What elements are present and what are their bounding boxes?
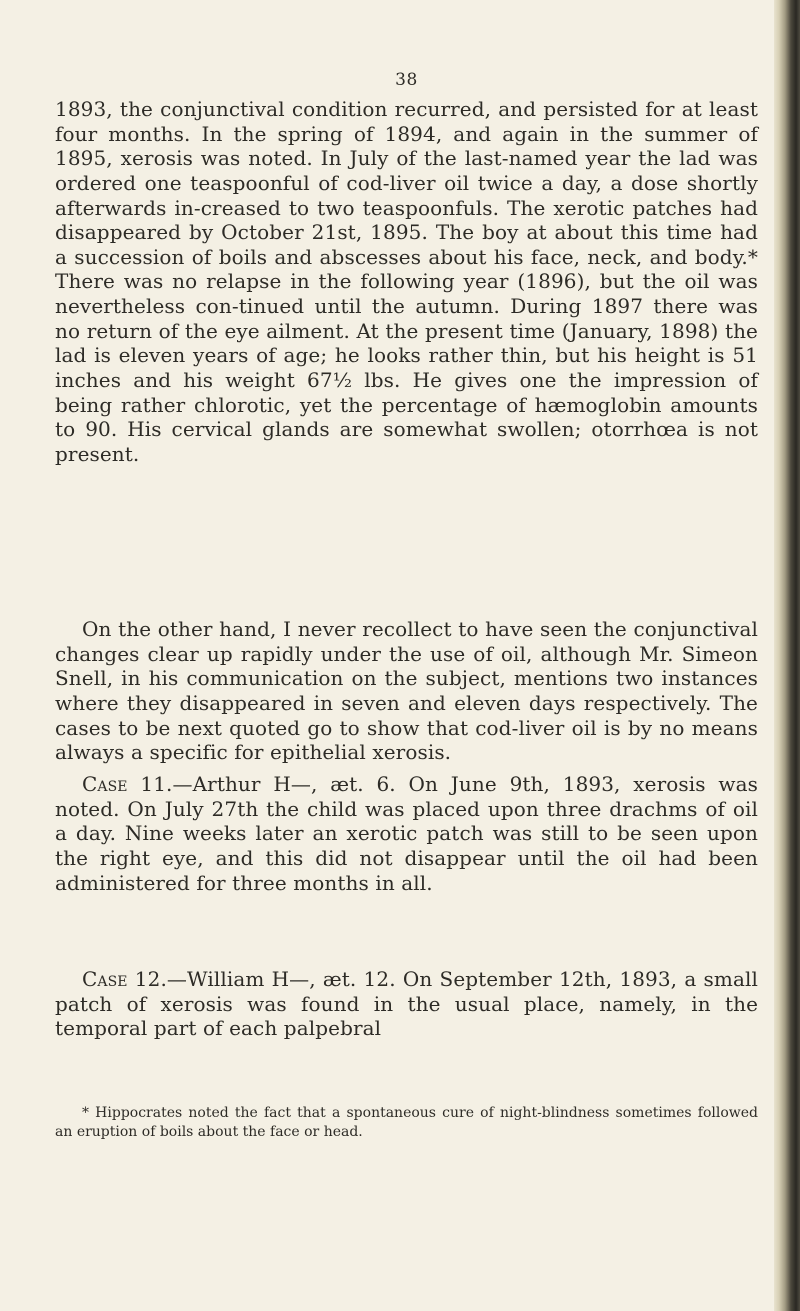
paragraph-cod-liver-oil: On the other hand, I never recollect to have seen the conjunctival changes clear up rapidly under the use of oil, although Mr. Simeon Snell, in his communication on the subject, mentions two instances where they disappeared in seven and eleven days respectively. The cases to be next quoted go to show that cod-liver oil is by no means always a specific for epithelial xerosis. xyxy=(55,617,758,765)
case-12-label: Case 12. xyxy=(82,967,167,991)
page-edge-shadow xyxy=(774,0,800,1311)
paragraph-case-12 xyxy=(55,967,758,1041)
case-11-label: Case 11. xyxy=(82,772,173,796)
paragraph-continuation: 1893, the conjunctival condition recurred, and persisted for at least four months. In the spring of 1894, and again in the summer of 1895, xerosis was noted. In July of the last-named year the lad was ordered one teaspoonful of cod-liver oil twice a day, a dose shortly afterwards in-creased to two teaspoonfuls. The xerotic patches had disappeared by October 21st, 1895. The boy at about this time had a succession of boils and abscesses about his face, neck, and body.* There was no relapse in the following year (1896), but the oil was nevertheless con-tinued until the autumn. During 1897 there was no return of the eye ailment. At the present time (January, 1898) the lad is eleven years of age; he looks rather thin, but his height is 51 inches and his weight 67½ lbs. He gives one the impression of being rather chlorotic, yet the percentage of hæmoglobin amounts to 90. His cervical glands are somewhat swollen; otorrhœa is not present. xyxy=(55,97,758,466)
page-number: 38 xyxy=(395,70,418,90)
case-11-text: —Arthur H—, æt. 6. On June 9th, 1893, xerosis was noted. On July 27th the child was placed upon three drachms of oil a day. Nine weeks later an xerotic patch was still to be seen upon the right eye, and this did not disappear until the oil had been administered for three months in all. xyxy=(55,772,758,895)
case-12-text: —William H—, æt. 12. On September 12th, 1893, a small patch of xerosis was found in the usual place, namely, in the temporal part of each palpebral xyxy=(55,967,758,1041)
paragraph-case-11 xyxy=(55,772,758,895)
footnote: * Hippocrates noted the fact that a spontaneous cure of night-blindness sometimes followed an eruption of boils about the face or head. xyxy=(55,1105,758,1140)
